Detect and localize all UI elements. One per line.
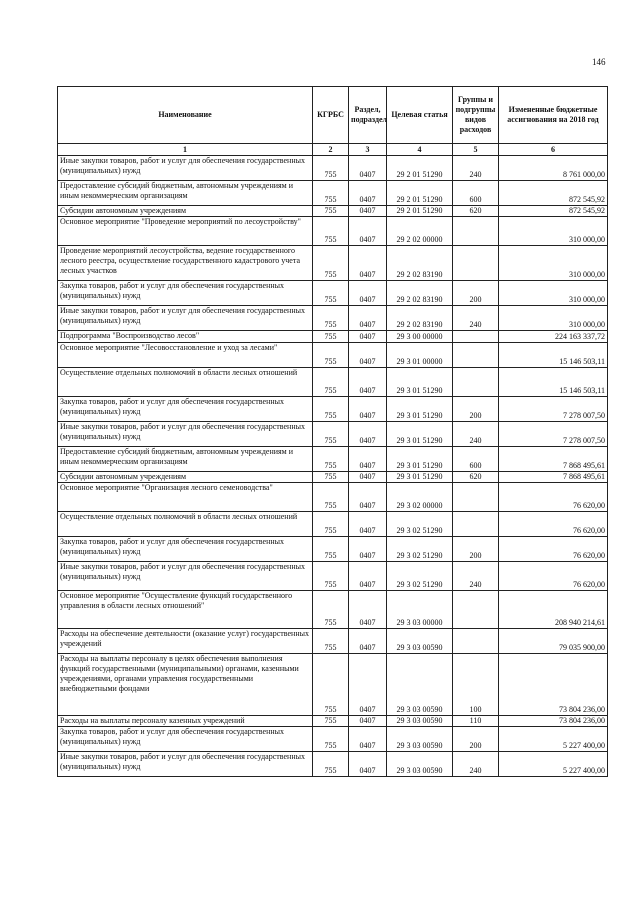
header-section: Раздел, подраздел	[349, 87, 387, 144]
row-kgrbs: 755	[313, 246, 349, 281]
row-kgrbs: 755	[313, 716, 349, 727]
row-section: 0407	[349, 331, 387, 343]
row-section: 0407	[349, 654, 387, 716]
row-group	[453, 331, 499, 343]
column-number: 3	[349, 144, 387, 156]
row-name: Основное мероприятие "Лесовосстановление и уход за лесами"	[58, 343, 313, 368]
row-section: 0407	[349, 629, 387, 654]
row-amount: 7 868 495,61	[499, 472, 608, 483]
row-kgrbs: 755	[313, 217, 349, 246]
column-number: 5	[453, 144, 499, 156]
row-amount: 310 000,00	[499, 217, 608, 246]
row-amount: 5 227 400,00	[499, 727, 608, 752]
row-amount: 7 278 007,50	[499, 397, 608, 422]
table-row	[58, 512, 608, 537]
row-target: 29 3 00 00000	[387, 331, 453, 343]
row-section: 0407	[349, 716, 387, 727]
row-name: Подпрограмма "Воспроизводство лесов"	[58, 331, 313, 343]
row-kgrbs: 755	[313, 654, 349, 716]
row-target: 29 2 01 51290	[387, 181, 453, 206]
row-target: 29 2 01 51290	[387, 156, 453, 181]
row-kgrbs: 755	[313, 181, 349, 206]
row-section: 0407	[349, 562, 387, 591]
row-kgrbs: 755	[313, 752, 349, 777]
header-amount: Измененные бюджетные ассигнования на 2018 год	[499, 87, 608, 144]
row-name: Закупка товаров, работ и услуг для обеспечения государственных (муниципальных) нужд	[58, 727, 313, 752]
row-name: Расходы на выплаты персоналу казенных учреждений	[58, 716, 313, 727]
row-target: 29 3 02 51290	[387, 562, 453, 591]
row-target: 29 2 02 83190	[387, 306, 453, 331]
row-section: 0407	[349, 591, 387, 629]
row-name: Субсидии автономным учреждениям	[58, 206, 313, 217]
row-group	[453, 629, 499, 654]
row-name: Предоставление субсидий бюджетным, автономным учреждениям и иным некоммерческим организациям	[58, 447, 313, 472]
row-amount: 15 146 503,11	[499, 343, 608, 368]
row-name: Иные закупки товаров, работ и услуг для обеспечения государственных (муниципальных) нужд	[58, 562, 313, 591]
row-group: 240	[453, 306, 499, 331]
table-row	[58, 447, 608, 472]
row-target: 29 3 02 51290	[387, 512, 453, 537]
row-kgrbs: 755	[313, 306, 349, 331]
row-target: 29 3 01 00000	[387, 343, 453, 368]
row-amount: 76 620,00	[499, 537, 608, 562]
table-row	[58, 562, 608, 591]
row-section: 0407	[349, 368, 387, 397]
row-section: 0407	[349, 246, 387, 281]
row-group: 200	[453, 397, 499, 422]
row-section: 0407	[349, 181, 387, 206]
table-row	[58, 716, 608, 727]
row-name: Проведение мероприятий лесоустройства, ведение государственного лесного реестра, осуществление государственного кадастрового учета лесных участков	[58, 246, 313, 281]
row-section: 0407	[349, 343, 387, 368]
row-group: 100	[453, 654, 499, 716]
table-row	[58, 246, 608, 281]
row-kgrbs: 755	[313, 537, 349, 562]
row-target: 29 3 01 51290	[387, 447, 453, 472]
row-group	[453, 512, 499, 537]
row-amount: 73 804 236,00	[499, 716, 608, 727]
column-number-row	[58, 144, 608, 156]
table-row	[58, 483, 608, 512]
row-section: 0407	[349, 483, 387, 512]
table-row	[58, 206, 608, 217]
row-group: 200	[453, 727, 499, 752]
row-amount: 79 035 900,00	[499, 629, 608, 654]
column-number: 6	[499, 144, 608, 156]
table-row	[58, 331, 608, 343]
page-number: 146	[592, 57, 606, 67]
header-kgrbs: КГРБС	[313, 87, 349, 144]
row-target: 29 3 02 51290	[387, 537, 453, 562]
row-name: Закупка товаров, работ и услуг для обеспечения государственных (муниципальных) нужд	[58, 537, 313, 562]
table-row	[58, 156, 608, 181]
row-group: 200	[453, 281, 499, 306]
row-name: Иные закупки товаров, работ и услуг для обеспечения государственных (муниципальных) нужд	[58, 306, 313, 331]
row-group: 240	[453, 422, 499, 447]
row-name: Закупка товаров, работ и услуг для обеспечения государственных (муниципальных) нужд	[58, 281, 313, 306]
row-kgrbs: 755	[313, 331, 349, 343]
row-amount: 76 620,00	[499, 483, 608, 512]
row-group: 600	[453, 181, 499, 206]
row-kgrbs: 755	[313, 397, 349, 422]
row-group: 240	[453, 752, 499, 777]
row-kgrbs: 755	[313, 591, 349, 629]
row-section: 0407	[349, 422, 387, 447]
row-target: 29 2 02 83190	[387, 281, 453, 306]
row-section: 0407	[349, 156, 387, 181]
row-amount: 7 868 495,61	[499, 447, 608, 472]
row-kgrbs: 755	[313, 727, 349, 752]
table-row	[58, 472, 608, 483]
table-row	[58, 727, 608, 752]
row-section: 0407	[349, 217, 387, 246]
row-group: 620	[453, 472, 499, 483]
row-name: Основное мероприятие "Осуществление функций государственного управления в области лесных отношений"	[58, 591, 313, 629]
header-groups: Группы и подгруппы видов расходов	[453, 87, 499, 144]
row-kgrbs: 755	[313, 483, 349, 512]
row-amount: 208 940 214,61	[499, 591, 608, 629]
header-target: Целевая статья	[387, 87, 453, 144]
row-kgrbs: 755	[313, 629, 349, 654]
row-target: 29 3 01 51290	[387, 422, 453, 447]
table-row	[58, 591, 608, 629]
row-kgrbs: 755	[313, 206, 349, 217]
row-kgrbs: 755	[313, 422, 349, 447]
row-amount: 73 804 236,00	[499, 654, 608, 716]
row-amount: 5 227 400,00	[499, 752, 608, 777]
budget-table	[57, 86, 608, 777]
row-kgrbs: 755	[313, 472, 349, 483]
row-amount: 224 163 337,72	[499, 331, 608, 343]
table-row	[58, 752, 608, 777]
row-group: 240	[453, 156, 499, 181]
row-group	[453, 368, 499, 397]
row-kgrbs: 755	[313, 512, 349, 537]
row-section: 0407	[349, 752, 387, 777]
row-group	[453, 246, 499, 281]
row-amount: 310 000,00	[499, 246, 608, 281]
row-group: 110	[453, 716, 499, 727]
row-name: Основное мероприятие "Организация лесного семеноводства"	[58, 483, 313, 512]
row-section: 0407	[349, 306, 387, 331]
row-section: 0407	[349, 727, 387, 752]
row-group: 600	[453, 447, 499, 472]
row-section: 0407	[349, 397, 387, 422]
row-section: 0407	[349, 447, 387, 472]
row-target: 29 3 03 00590	[387, 752, 453, 777]
row-name: Субсидии автономным учреждениям	[58, 472, 313, 483]
row-target: 29 3 03 00590	[387, 716, 453, 727]
table-row	[58, 422, 608, 447]
row-amount: 15 146 503,11	[499, 368, 608, 397]
row-name: Расходы на выплаты персоналу в целях обеспечения выполнения функций государственными (муниципальными) органами, казенными учреждениями, органами управления государственными внебюджетными фондами	[58, 654, 313, 716]
row-target: 29 2 02 00000	[387, 217, 453, 246]
column-number: 4	[387, 144, 453, 156]
row-group	[453, 483, 499, 512]
row-group	[453, 591, 499, 629]
row-target: 29 3 03 00000	[387, 591, 453, 629]
row-kgrbs: 755	[313, 343, 349, 368]
row-target: 29 3 01 51290	[387, 472, 453, 483]
table-row	[58, 537, 608, 562]
header-name: Наименование	[58, 87, 313, 144]
row-name: Иные закупки товаров, работ и услуг для обеспечения государственных (муниципальных) нужд	[58, 422, 313, 447]
row-target: 29 3 01 51290	[387, 368, 453, 397]
row-name: Осуществление отдельных полномочий в области лесных отношений	[58, 368, 313, 397]
row-target: 29 2 01 51290	[387, 206, 453, 217]
row-section: 0407	[349, 512, 387, 537]
row-name: Расходы на обеспечение деятельности (оказание услуг) государственных учреждений	[58, 629, 313, 654]
row-name: Закупка товаров, работ и услуг для обеспечения государственных (муниципальных) нужд	[58, 397, 313, 422]
row-group	[453, 343, 499, 368]
row-name: Иные закупки товаров, работ и услуг для обеспечения государственных (муниципальных) нужд	[58, 156, 313, 181]
row-kgrbs: 755	[313, 281, 349, 306]
row-group: 240	[453, 562, 499, 591]
table-row	[58, 397, 608, 422]
row-target: 29 3 02 00000	[387, 483, 453, 512]
row-section: 0407	[349, 281, 387, 306]
row-target: 29 2 02 83190	[387, 246, 453, 281]
row-kgrbs: 755	[313, 562, 349, 591]
row-group: 200	[453, 537, 499, 562]
table-row	[58, 306, 608, 331]
row-kgrbs: 755	[313, 368, 349, 397]
table-row	[58, 368, 608, 397]
row-section: 0407	[349, 537, 387, 562]
row-name: Основное мероприятие "Проведение мероприятий по лесоустройству"	[58, 217, 313, 246]
row-section: 0407	[349, 206, 387, 217]
table-body	[58, 156, 608, 777]
row-kgrbs: 755	[313, 156, 349, 181]
table-row	[58, 343, 608, 368]
table-row	[58, 654, 608, 716]
row-target: 29 3 01 51290	[387, 397, 453, 422]
column-number: 1	[58, 144, 313, 156]
table-row	[58, 629, 608, 654]
header-row	[58, 87, 608, 144]
row-target: 29 3 03 00590	[387, 654, 453, 716]
row-kgrbs: 755	[313, 447, 349, 472]
table-row	[58, 181, 608, 206]
row-section: 0407	[349, 472, 387, 483]
row-name: Предоставление субсидий бюджетным, автономным учреждениям и иным некоммерческим организациям	[58, 181, 313, 206]
table-row	[58, 281, 608, 306]
row-target: 29 3 03 00590	[387, 629, 453, 654]
row-group: 620	[453, 206, 499, 217]
row-name: Осуществление отдельных полномочий в области лесных отношений	[58, 512, 313, 537]
row-amount: 872 545,92	[499, 181, 608, 206]
table-row	[58, 217, 608, 246]
row-amount: 872 545,92	[499, 206, 608, 217]
row-amount: 8 761 000,00	[499, 156, 608, 181]
column-number: 2	[313, 144, 349, 156]
row-amount: 310 000,00	[499, 281, 608, 306]
row-amount: 7 278 007,50	[499, 422, 608, 447]
row-name: Иные закупки товаров, работ и услуг для обеспечения государственных (муниципальных) нужд	[58, 752, 313, 777]
row-target: 29 3 03 00590	[387, 727, 453, 752]
row-group	[453, 217, 499, 246]
row-amount: 76 620,00	[499, 562, 608, 591]
row-amount: 76 620,00	[499, 512, 608, 537]
row-amount: 310 000,00	[499, 306, 608, 331]
